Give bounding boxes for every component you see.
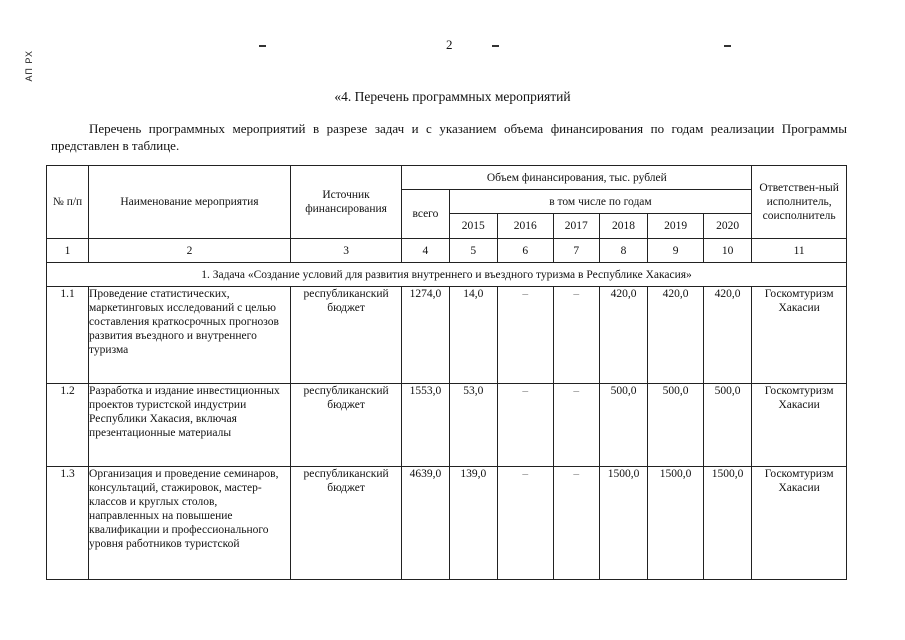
scan-dash-mark — [492, 45, 499, 47]
table-header-row — [47, 166, 847, 190]
intro-paragraph: Перечень программных мероприятий в разрезе задач и с указанием объема финансирования по годам реализации Программы представлен в таблице. — [51, 121, 847, 153]
row-executor: Госкомтуризм Хакасии — [752, 384, 847, 467]
row-2019: 1500,0 — [648, 467, 704, 580]
row-executor: Госкомтуризм Хакасии — [752, 287, 847, 384]
row-num: 1.2 — [47, 384, 89, 467]
header-name: Наименование мероприятия — [89, 166, 291, 239]
row-2017: – — [553, 384, 599, 467]
row-2015: 53,0 — [449, 384, 497, 467]
row-executor: Госкомтуризм Хакасии — [752, 467, 847, 580]
row-2015: 14,0 — [449, 287, 497, 384]
header-funding-group: Объем финансирования, тыс. рублей — [402, 166, 752, 190]
column-number: 3 — [290, 239, 401, 263]
row-num: 1.1 — [47, 287, 89, 384]
column-number: 8 — [599, 239, 647, 263]
column-number: 6 — [497, 239, 553, 263]
table-row — [47, 384, 847, 467]
row-2017: – — [553, 467, 599, 580]
column-number: 1 — [47, 239, 89, 263]
column-number: 9 — [648, 239, 704, 263]
row-total: 1274,0 — [402, 287, 449, 384]
row-source: республиканский бюджет — [290, 467, 401, 580]
row-2016: – — [497, 384, 553, 467]
row-2020: 500,0 — [703, 384, 751, 467]
row-source: республиканский бюджет — [290, 287, 401, 384]
header-year: 2020 — [703, 214, 751, 239]
column-number: 7 — [553, 239, 599, 263]
header-year: 2017 — [553, 214, 599, 239]
row-2016: – — [497, 467, 553, 580]
header-year: 2015 — [449, 214, 497, 239]
header-year: 2019 — [648, 214, 704, 239]
section-heading: «4. Перечень программных мероприятий — [334, 89, 571, 104]
column-number: 4 — [402, 239, 449, 263]
row-2018: 420,0 — [599, 287, 647, 384]
row-name: Разработка и издание инвестиционных проектов туристской индустрии Республики Хакасия, включая презентационные материалы — [89, 384, 291, 467]
header-by-year-group: в том числе по годам — [449, 190, 752, 214]
row-total: 4639,0 — [402, 467, 449, 580]
table-row — [47, 467, 847, 580]
row-num: 1.3 — [47, 467, 89, 580]
header-executor: Ответствен-ный исполнитель, соисполнитель — [752, 166, 847, 239]
header-num: № п/п — [47, 166, 89, 239]
header-year: 2016 — [497, 214, 553, 239]
row-2015: 139,0 — [449, 467, 497, 580]
row-2018: 1500,0 — [599, 467, 647, 580]
row-2017: – — [553, 287, 599, 384]
column-number: 10 — [703, 239, 751, 263]
row-source: республиканский бюджет — [290, 384, 401, 467]
column-number: 5 — [449, 239, 497, 263]
row-total: 1553,0 — [402, 384, 449, 467]
row-2020: 1500,0 — [703, 467, 751, 580]
header-source: Источник финансирования — [290, 166, 401, 239]
scan-dash-mark — [724, 45, 731, 47]
scan-dash-mark — [259, 45, 266, 47]
column-number-row — [47, 239, 847, 263]
row-name: Проведение статистических, маркетинговых исследований с целью составления краткосрочных прогнозов развития въездного и внутреннего туризма — [89, 287, 291, 384]
row-2016: – — [497, 287, 553, 384]
header-year: 2018 — [599, 214, 647, 239]
task-title: 1. Задача «Создание условий для развития внутреннего и въездного туризма в Республике Хакасия» — [47, 263, 847, 287]
column-number: 11 — [752, 239, 847, 263]
row-2020: 420,0 — [703, 287, 751, 384]
page-number: 2 — [446, 37, 453, 52]
archive-side-mark: АП РХ — [24, 50, 34, 82]
row-2018: 500,0 — [599, 384, 647, 467]
row-2019: 500,0 — [648, 384, 704, 467]
header-total: всего — [402, 190, 449, 239]
task-row — [47, 263, 847, 287]
row-2019: 420,0 — [648, 287, 704, 384]
program-measures-table — [46, 165, 847, 580]
column-number: 2 — [89, 239, 291, 263]
table-row — [47, 287, 847, 384]
row-name: Организация и проведение семинаров, консультаций, стажировок, мастер-классов и круглых столов, направленных на повышение квалификации и профессионального уровня работников туристской — [89, 467, 291, 580]
